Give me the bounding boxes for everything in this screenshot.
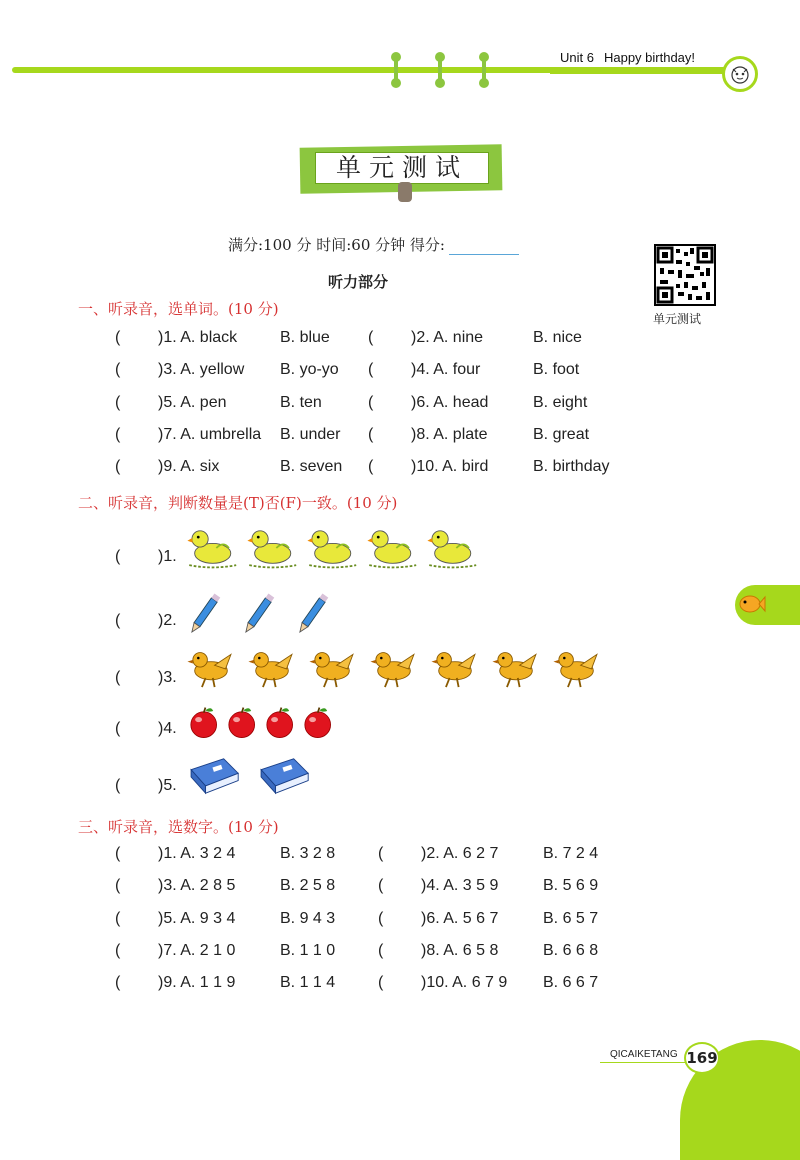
section2-heading: 二、听录音，判断数量是(T)否(F)一致。(10 分): [78, 494, 398, 512]
brand-name: QICAIKETANG: [610, 1049, 678, 1060]
apple-icon: [222, 703, 258, 743]
answer-bracket: (: [115, 877, 121, 895]
duck-icon: [422, 522, 478, 574]
answer-bracket: (: [115, 777, 121, 794]
question-option-b: B. 1 1 0: [280, 941, 336, 959]
section3-heading: 三、听录音，选数字。(10 分): [78, 818, 279, 836]
clip-icon: [398, 182, 412, 202]
answer-bracket: (: [115, 941, 121, 959]
score-blank[interactable]: [449, 240, 519, 255]
question-option-a: )6. A. head: [411, 393, 489, 411]
question-option-b: B. seven: [280, 458, 343, 476]
pencil-icon: [290, 590, 338, 636]
duck-icon: [182, 522, 238, 574]
question-option-a: )3. A. yellow: [158, 361, 245, 379]
apple-icon: [260, 703, 296, 743]
question-option-a: )9. A. 1 1 9: [158, 974, 236, 992]
question-option-a: )2. A. nine: [411, 329, 484, 346]
score-info: [228, 234, 519, 255]
question-option-b: B. 7 2 4: [543, 845, 599, 862]
answer-bracket: (: [115, 425, 121, 443]
question-option-a: )8. A. plate: [411, 425, 488, 443]
question-number: )3.: [158, 669, 177, 686]
answer-bracket: (: [115, 974, 121, 992]
answer-bracket: (: [368, 458, 374, 476]
answer-bracket: (: [368, 393, 374, 411]
question-option-a: )4. A. four: [411, 361, 481, 379]
question-option-b: B. 6 5 7: [543, 909, 599, 927]
answer-bracket: (: [115, 548, 121, 565]
answer-bracket: (: [368, 425, 374, 443]
question-option-a: )9. A. six: [158, 458, 220, 476]
question-option-a: )7. A. 2 1 0: [158, 941, 236, 959]
duck-icon: [362, 522, 418, 574]
answer-bracket: (: [378, 941, 384, 959]
bird-icon: [182, 645, 240, 691]
lesson-title: Happy birthday!: [603, 50, 696, 65]
question-option-a: )3. A. 2 8 5: [158, 877, 236, 895]
answer-bracket: (: [115, 720, 121, 737]
fish-icon: [738, 592, 766, 620]
bird-icon: [548, 645, 606, 691]
question-option-a: )5. A. pen: [158, 393, 227, 411]
binder-ring-icon: [480, 54, 488, 84]
answer-bracket: (: [378, 909, 384, 927]
question-option-a: )1. A. black: [158, 329, 238, 346]
question-option-a: )7. A. umbrella: [158, 425, 262, 443]
question-number: )5.: [158, 777, 177, 794]
question-option-a: )1. A. 3 2 4: [158, 845, 236, 862]
question-number: )2.: [158, 612, 177, 629]
question-option-b: B. birthday: [533, 458, 610, 476]
question-option-b: B. eight: [533, 393, 588, 411]
apple-icon: [298, 703, 334, 743]
question-option-b: B. 9 4 3: [280, 909, 336, 927]
unit-number: Unit 6: [560, 50, 594, 65]
answer-bracket: (: [368, 361, 374, 379]
qr-code[interactable]: [654, 244, 716, 306]
pencil-icon: [182, 590, 230, 636]
question-option-a: )8. A. 6 5 8: [421, 941, 499, 959]
page-number: 169: [684, 1042, 720, 1074]
question-number: )4.: [158, 720, 177, 737]
question-option-b: B. 3 2 8: [280, 845, 336, 862]
apple-icon: [184, 703, 220, 743]
bird-icon: [304, 645, 362, 691]
page-title: 单元测试: [315, 152, 489, 184]
answer-bracket: (: [115, 329, 121, 346]
answer-bracket: (: [115, 393, 121, 411]
question-option-a: )10. A. bird: [411, 458, 489, 476]
question-option-b: B. 5 6 9: [543, 877, 599, 895]
question-option-a: )2. A. 6 2 7: [421, 845, 499, 862]
answer-bracket: (: [115, 612, 121, 629]
question-option-a: )5. A. 9 3 4: [158, 909, 236, 927]
book-icon: [252, 755, 310, 797]
answer-bracket: (: [378, 877, 384, 895]
question-option-b: B. great: [533, 425, 590, 443]
book-icon: [182, 755, 240, 797]
binder-ring-icon: [436, 54, 444, 84]
score-info-text: 满分:100 分 时间:60 分钟 得分:: [228, 236, 445, 254]
footer-line: [600, 1062, 685, 1063]
question-option-a: )4. A. 3 5 9: [421, 877, 499, 895]
question-option-a: )6. A. 5 6 7: [421, 909, 499, 927]
question-option-b: B. 2 5 8: [280, 877, 336, 895]
binder-ring-icon: [392, 54, 400, 84]
header-underline: [550, 73, 735, 74]
duck-icon: [302, 522, 358, 574]
section1-heading: 一、听录音，选单词。(10 分): [78, 300, 279, 318]
mascot-icon: [722, 56, 758, 92]
question-option-b: B. nice: [533, 329, 582, 346]
answer-bracket: (: [115, 361, 121, 379]
answer-bracket: (: [368, 329, 374, 346]
answer-bracket: (: [115, 909, 121, 927]
answer-bracket: (: [115, 845, 121, 862]
bird-icon: [365, 645, 423, 691]
question-option-b: B. yo-yo: [280, 361, 339, 379]
bird-icon: [243, 645, 301, 691]
pencil-icon: [236, 590, 284, 636]
answer-bracket: (: [378, 974, 384, 992]
question-option-b: B. under: [280, 425, 341, 443]
question-option-b: B. ten: [280, 393, 322, 411]
listening-heading: 听力部分: [328, 273, 389, 291]
answer-bracket: (: [115, 669, 121, 686]
question-option-b: B. 6 6 8: [543, 941, 599, 959]
question-option-b: B. 6 6 7: [543, 974, 599, 992]
question-option-b: B. 1 1 4: [280, 974, 336, 992]
bird-icon: [426, 645, 484, 691]
question-number: )1.: [158, 548, 177, 565]
answer-bracket: (: [115, 458, 121, 476]
duck-icon: [242, 522, 298, 574]
bird-icon: [487, 645, 545, 691]
question-option-b: B. foot: [533, 361, 580, 379]
question-option-a: )10. A. 6 7 9: [421, 974, 508, 992]
question-option-b: B. blue: [280, 329, 330, 346]
qr-label: 单元测试: [653, 312, 702, 326]
answer-bracket: (: [378, 845, 384, 862]
unit-title: [560, 50, 695, 65]
